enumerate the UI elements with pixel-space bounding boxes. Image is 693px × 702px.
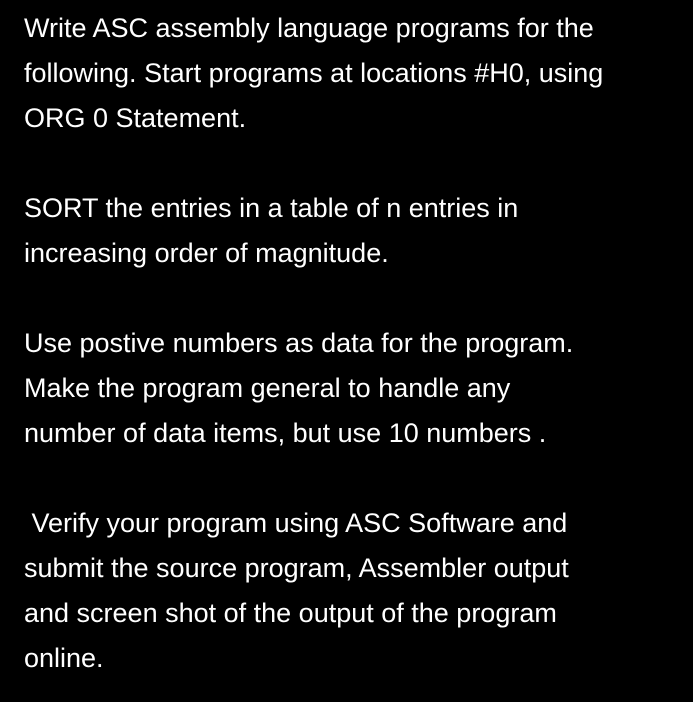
paragraph-spacer: [24, 456, 684, 501]
text-line: Make the program general to handle any: [24, 373, 511, 403]
paragraph-spacer: [24, 141, 684, 186]
text-line: Use postive numbers as data for the program.: [24, 328, 574, 358]
text-line: ORG 0 Statement.: [24, 103, 247, 133]
assignment-text: [24, 6, 684, 681]
paragraph-submission: [24, 501, 684, 681]
paragraph-spacer: [24, 276, 684, 321]
text-line: online.: [24, 643, 104, 673]
text-line: Verify your program using ASC Software and: [24, 508, 568, 538]
paragraph-sort-task: [24, 186, 684, 276]
text-line: and screen shot of the output of the program: [24, 598, 557, 628]
text-line: increasing order of magnitude.: [24, 238, 389, 268]
text-line: submit the source program, Assembler output: [24, 553, 569, 583]
text-line: number of data items, but use 10 numbers .: [24, 418, 547, 448]
text-line: Write ASC assembly language programs for the: [24, 13, 594, 43]
text-line: SORT the entries in a table of n entries in: [24, 193, 519, 223]
text-line: following. Start programs at locations #H0, using: [24, 58, 604, 88]
paragraph-instructions: [24, 6, 684, 141]
paragraph-data-requirements: [24, 321, 684, 456]
